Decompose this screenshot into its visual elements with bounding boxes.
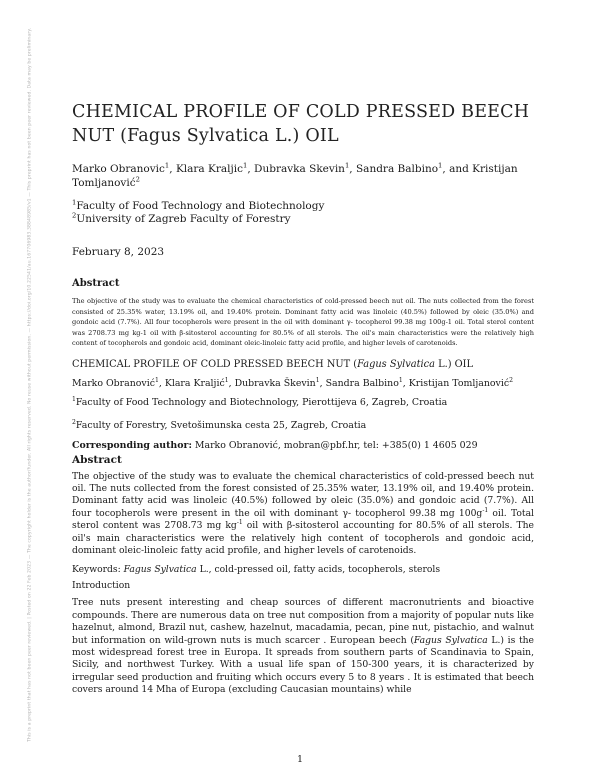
abstract-heading: Abstract [72, 278, 120, 289]
abstract-text: The objective of the study was to evaluate the chemical characteristics of cold-pressed beech nut oil. The nuts collected from the forest consisted of 25.35% water, 13.19% oil, and 19.40% protein. Dominant fatty acid was linoleic (40.5%) followed by oleic (35.0%) and gondoic acid (7.7%). All four tocopherols were present in the oil with dominant γ- tocopherol 99.38 mg 100g-1 oil. Total sterol content was 2708.73 mg kg-1 oil with β-sitosterol accounting for 80.5% of all sterols. The oil's main characteristics were the relatively high content of tocopherols and gondoic acid, dominant oleic-linoleic fatty acid profile, and higher levels of carotenoids. [72, 297, 534, 347]
preprint-side-note: This is a preprint that has not been peer reviewed. | Posted on 22 Feb 2023 — The copyright holder is the author/funder. All rights reserved. No reuse without permission. — https://doi.org/10.22541/au.167706983.38848985/v1 — This preprint has not been peer reviewed. Data may be preliminary. [27, 27, 33, 743]
author: Klara Kraljic$^1$ [175, 161, 248, 175]
introduction-heading: Introduction [72, 580, 131, 592]
affiliation: $^1$Faculty of Food Technology and Biotechnology [72, 198, 325, 212]
body-title: CHEMICAL PROFILE OF COLD PRESSED BEECH NUT (Fagus Sylvatica L.) OIL [72, 358, 474, 370]
affiliation-list [72, 200, 534, 226]
keywords: Keywords: Fagus Sylvatica L., cold-pressed oil, fatty acids, tocopherols, sterols [72, 564, 441, 576]
paper-content [72, 100, 534, 697]
body-author-list: Marko Obranović$^1$, Klara Kraljić$^1$, Dubravka Škevin$^1$, Sandra Balbino$^1$, Kristijan Tomljanović$^2$ [72, 376, 513, 389]
affiliation: $^2$University of Zagreb Faculty of Forestry [72, 211, 291, 225]
author: Marko Obranovic$^1$ [72, 161, 170, 175]
body-abstract-text: The objective of the study was to evaluate the chemical characteristics of cold-pressed beech nut oil. The nuts collected from the forest consisted of 25.35% water, 13.19% oil, and 19.40% protein. Dominant fatty acid was linoleic (40.5%) followed by oleic (35.0%) and gondoic acid (7.7%). All four tocopherols were present in the oil with dominant γ- tocopherol 99.38 mg $100g^{-1}$ oil. Total sterol content was 2708.73 mg $kg^{-1}$ oil with β-sitosterol accounting for 80.5% of all sterols. The oil's main characteristics were the relatively high content of tocopherols and gondoic acid, dominant oleic-linoleic fatty acid profile, and higher levels of carotenoids. [72, 470, 534, 556]
paper-title: CHEMICAL PROFILE OF COLD PRESSED BEECH NUT (Fagus Sylvatica L.) OIL [72, 102, 530, 146]
author: Kristijan Tomljanović$^2$ [72, 163, 518, 189]
author: Sandra Balbino$^1$ [355, 161, 443, 175]
corresponding-author: Corresponding author: Marko Obranović, mobran@pbf.hr, tel: +385(0) 1 4605 029 [72, 439, 478, 451]
introduction-text: Tree nuts present interesting and cheap sources of different macronutrients and bioactive compounds. There are numerous data on tree nut composition from a majority of popular nuts like hazelnut, almond, Brazil nut, cashew, hazelnut, macadamia, pecan, pine nut, pistachio, and walnut but information on wild-grown nuts is much scarcer . European beech (Fagus Sylvatica L.) is the most widespread forest tree in Europa. It spreads from southern parts of Scandinavia to Spain, Sicily, and northwest Turkey. With a usual life span of 150-300 years, it is characterized by irregular seed production and fruiting which occurs every 5 to 8 years . It is estimated that beech covers around 14 Mha of Europa (excluding Caucasian mountains) while [72, 597, 534, 696]
body-affiliation-2: $^2$Faculty of Forestry, Svetošimunska cesta 25, Zagreb, Croatia [72, 418, 367, 431]
page-number: 1 [296, 754, 304, 765]
body-abstract-heading: Abstract [72, 453, 122, 466]
author: Dubravka Skevin$^1$ [254, 161, 350, 175]
publication-date: February 8, 2023 [72, 246, 165, 258]
body-affiliation-1: $^1$Faculty of Food Technology and Biotechnology, Pierottijeva 6, Zagreb, Croatia [72, 395, 448, 408]
author-list: Marko Obranovic$^1$, Klara Kraljic$^1$, Dubravka Skevin$^1$, Sandra Balbino$^1$, and Kristijan Tomljanović$^2$ [72, 161, 518, 189]
